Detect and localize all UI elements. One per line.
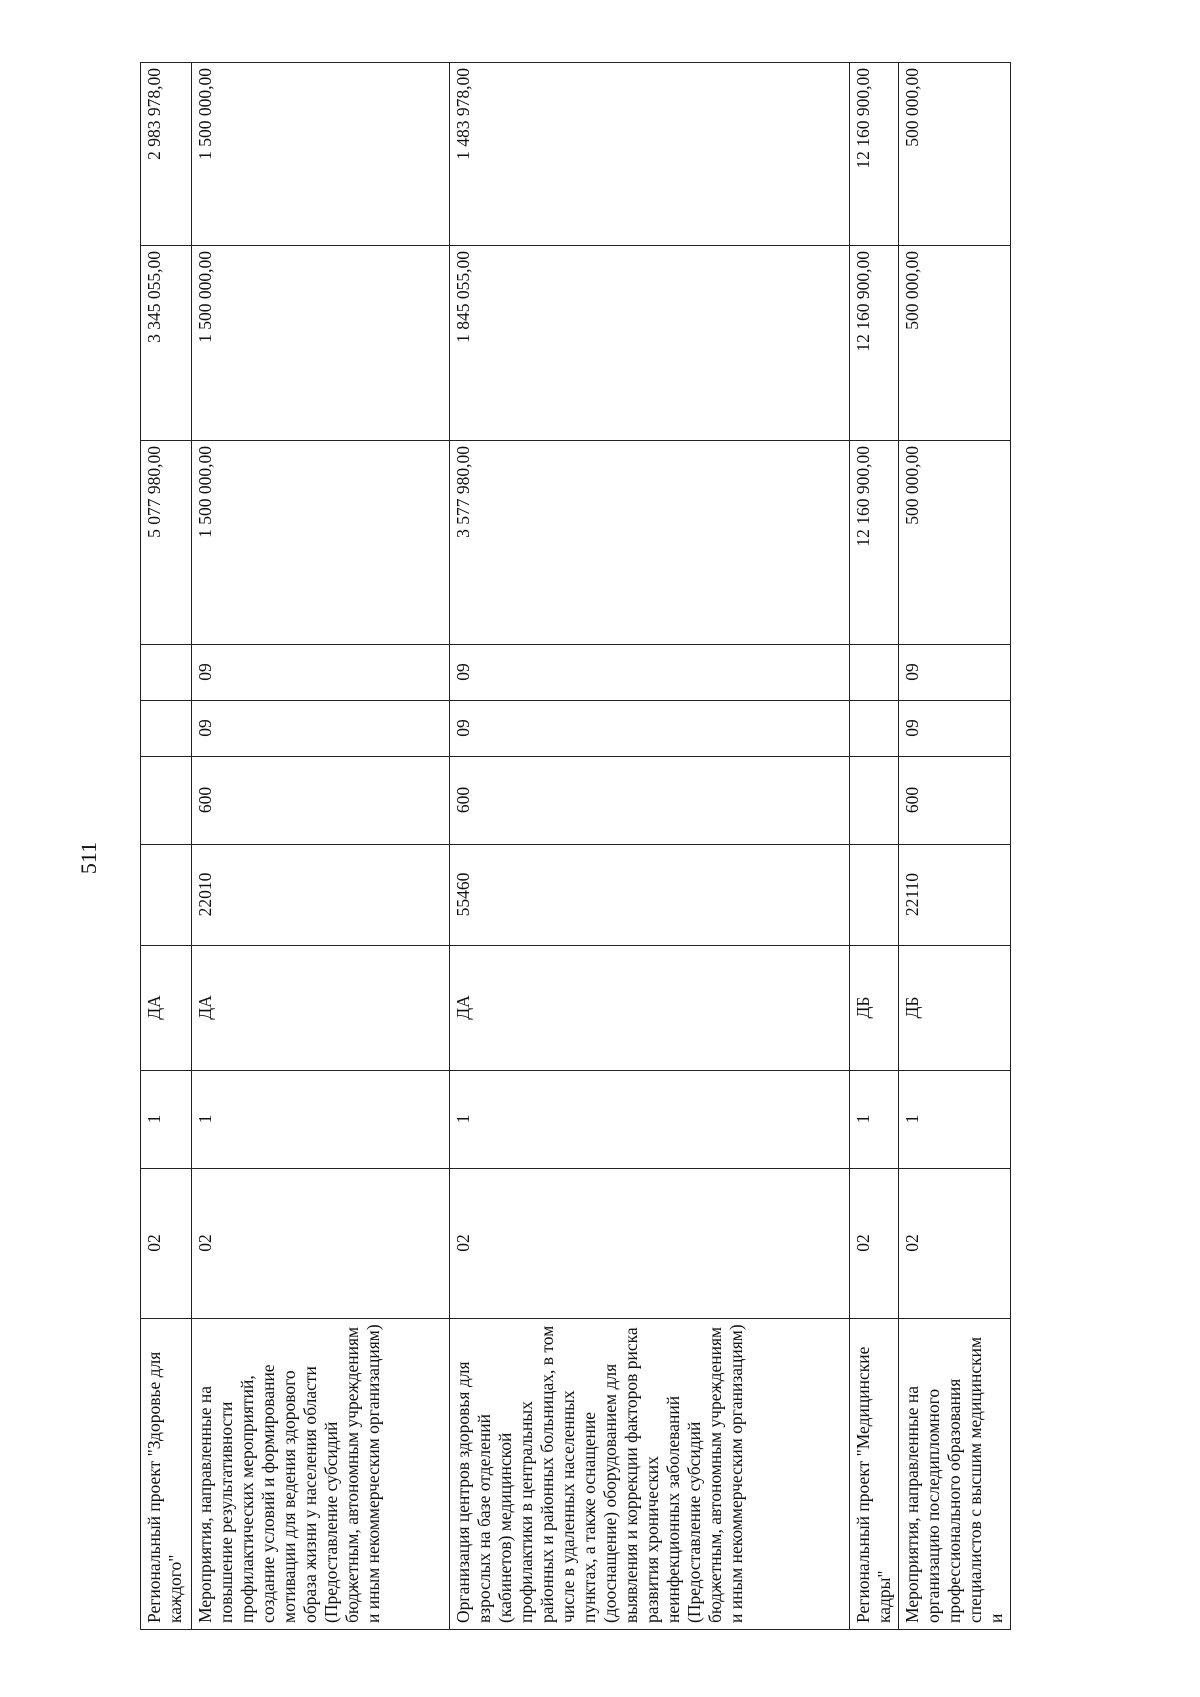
code-cell xyxy=(141,757,192,845)
code-cell: 600 xyxy=(899,757,1011,845)
amount-cell: 500 000,00 xyxy=(899,63,1011,246)
amount-cell: 1 483 978,00 xyxy=(450,63,850,246)
amount-cell: 5 077 980,00 xyxy=(141,441,192,645)
code-cell xyxy=(850,701,899,757)
code-cell: 22110 xyxy=(899,845,1011,946)
code-cell: 09 xyxy=(450,701,850,757)
code-cell: 55460 xyxy=(450,845,850,946)
code-cell: 1 xyxy=(192,1071,450,1169)
code-cell: ДА xyxy=(450,946,850,1071)
row-name: Региональный проект "Медицинские кадры" xyxy=(850,1319,899,1630)
table-row xyxy=(192,63,450,1630)
code-cell: 02 xyxy=(141,1169,192,1319)
row-name: Мероприятия, направленные на организацию последипломного профессионального образования специалистов с высшим медицинским и xyxy=(899,1319,1011,1630)
amount-cell: 1 500 000,00 xyxy=(192,63,450,246)
code-cell xyxy=(850,645,899,701)
amount-cell: 12 160 900,00 xyxy=(850,246,899,441)
code-cell: 02 xyxy=(192,1169,450,1319)
table-row xyxy=(450,63,850,1630)
code-cell: 09 xyxy=(192,645,450,701)
code-cell: 1 xyxy=(850,1071,899,1169)
code-cell xyxy=(141,845,192,946)
code-cell: 22010 xyxy=(192,845,450,946)
code-cell: 09 xyxy=(899,701,1011,757)
code-cell: ДБ xyxy=(850,946,899,1071)
code-cell: 09 xyxy=(192,701,450,757)
code-cell xyxy=(141,701,192,757)
code-cell: 09 xyxy=(899,645,1011,701)
amount-cell: 2 983 978,00 xyxy=(141,63,192,246)
code-cell: ДА xyxy=(192,946,450,1071)
table-row xyxy=(850,63,899,1630)
amount-cell: 12 160 900,00 xyxy=(850,441,899,645)
row-name: Региональный проект "Здоровье для каждого" xyxy=(141,1319,192,1630)
code-cell: 02 xyxy=(450,1169,850,1319)
code-cell: 09 xyxy=(450,645,850,701)
amount-cell: 500 000,00 xyxy=(899,441,1011,645)
code-cell xyxy=(141,645,192,701)
table-row xyxy=(141,63,192,1630)
amount-cell: 500 000,00 xyxy=(899,246,1011,441)
row-name: Мероприятия, направленные на повышение результативности профилактических мероприятий, создание условий и формирование мотивации для ведения здорового образа жизни у населения области (Предоставление субсидий бюджетным, автономным учреждениям и иным некоммерческим организациям) xyxy=(192,1319,450,1630)
table-row xyxy=(899,63,1011,1630)
code-cell: 1 xyxy=(141,1071,192,1169)
page-number: 511 xyxy=(76,841,101,875)
amount-cell: 3 345 055,00 xyxy=(141,246,192,441)
amount-cell: 1 500 000,00 xyxy=(192,441,450,645)
amount-cell: 1 845 055,00 xyxy=(450,246,850,441)
code-cell: 1 xyxy=(450,1071,850,1169)
amount-cell: 1 500 000,00 xyxy=(192,246,450,441)
code-cell: 600 xyxy=(192,757,450,845)
amount-cell: 3 577 980,00 xyxy=(450,441,850,645)
row-name: Организация центров здоровья для взрослых на базе отделений (кабинетов) медицинской профилактики в центральных районных и районных больницах, в том числе в удаленных населенных пунктах, а также оснащение (дооснащение) оборудованием для выявления и коррекции факторов риска развития хронических неинфекционных заболеваний (Предоставление субсидий бюджетным, автономным учреждениям и иным некоммерческим организациям) xyxy=(450,1319,850,1630)
code-cell xyxy=(850,757,899,845)
amount-cell: 12 160 900,00 xyxy=(850,63,899,246)
code-cell: 02 xyxy=(850,1169,899,1319)
code-cell: 600 xyxy=(450,757,850,845)
code-cell: 02 xyxy=(899,1169,1011,1319)
budget-table xyxy=(140,62,1011,1630)
code-cell: ДА xyxy=(141,946,192,1071)
code-cell: ДБ xyxy=(899,946,1011,1071)
code-cell: 1 xyxy=(899,1071,1011,1169)
code-cell xyxy=(850,845,899,946)
budget-table-container xyxy=(140,63,1006,1630)
